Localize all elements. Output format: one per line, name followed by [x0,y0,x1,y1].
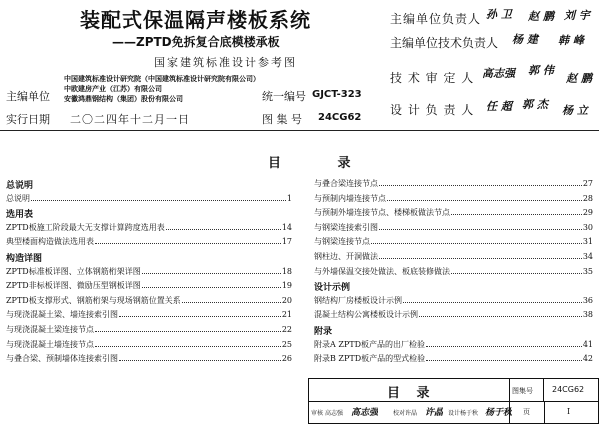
toc-entry-title: 与钢梁连接节点 [314,237,370,247]
signature-role: 技 术 审 定 人 [390,71,475,85]
toc-entry-title: 典型楼面构造做法选用表 [6,237,94,247]
toc-entry-page: 25 [281,339,292,349]
toc-leader-dots [95,346,281,347]
toc-entry[interactable] [6,295,292,306]
toc-entry[interactable] [314,236,593,247]
toc-entry-title: 钢柱边、开洞做法 [314,252,378,261]
signature-name: 郭 杰 [522,98,548,111]
toc-entry-title: ZPTD板施工阶段最大无支撑计算跨度选用表 [6,222,165,232]
toc-leader-dots [379,185,582,186]
toc-entry-page: 27 [582,179,593,188]
toc-entry-title: 与叠合梁连接节点 [314,179,378,188]
toc-leader-dots [31,200,286,201]
toc-entry-title: 与现浇混凝土梁、墙连接索引图 [6,310,118,320]
toc-entry[interactable] [6,193,292,204]
toc-entry-title: 与钢梁连接索引图 [314,222,378,232]
editor-label: 主编单位 [6,90,50,103]
toc-entry-page: 28 [582,193,593,203]
toc-leader-dots [403,302,582,303]
check-name: 许晶 [405,410,418,417]
design-label: 设计 [448,410,461,417]
toc-leader-dots [95,331,281,332]
toc-entry-title: 与现浇混凝土墙连接节点 [6,339,94,349]
header-divider [0,130,599,131]
editor-org-list [64,74,260,104]
review-signature: 高志强 [351,408,379,418]
toc-entry-page: 20 [281,295,292,305]
toc-left-column [6,178,292,368]
toc-entry-title: 混凝土结构公寓楼板设计示例 [314,310,418,320]
toc-entry[interactable] [314,353,593,364]
title-block-atlas-label-cell [509,379,544,402]
title-block [308,378,599,424]
toc-entry-title: 与现浇混凝土梁连接节点 [6,325,94,334]
toc-entry[interactable] [6,339,292,350]
toc-entry[interactable] [314,266,593,277]
atlas-number-value: 24CG62 [318,112,362,123]
signature-name: 杨 建 [512,33,538,46]
toc-leader-dots [387,200,582,201]
toc-entry-page: 17 [281,237,292,247]
toc-entry[interactable] [6,353,292,364]
signature-role: 主编单位负责人 [390,12,482,26]
toc-entry-title: ZPTD板支撑形式、钢筋桁架与现场钢筋位置关系 [6,295,181,305]
toc-entry-title: 与预制内墙连接节点 [314,193,386,203]
toc-leader-dots [451,273,582,274]
toc-entry-page: 41 [582,339,593,349]
title-block-heading: 目 录 [387,386,436,401]
toc-entry-page: 36 [582,295,593,305]
impl-date-label: 实行日期 [6,113,50,126]
toc-right-column [314,178,593,368]
toc-leader-dots [426,346,582,347]
toc-entry-page: 35 [582,266,593,276]
signature-name: 赵 鹏 [528,10,554,23]
toc-entry-page: 22 [281,325,292,334]
toc-leader-dots [142,273,281,274]
atlas-type: 国家建筑标准设计参考图 [154,56,297,69]
toc-entry-title: 与外墙保温交接处做法、板底装修做法 [314,266,450,276]
toc-entry-page: 26 [281,354,292,364]
toc-entry-page: 29 [582,208,593,218]
title-block-atlas-label: 图集号 [512,387,533,395]
signature-role: 主编单位技术负责人 [390,36,499,50]
toc-entry-title: 与预制外墙连接节点、楼梯板做法节点 [314,208,450,218]
toc-section-heading: 设计示例 [314,283,351,294]
toc-entry-page: 30 [582,222,593,232]
toc-entry[interactable] [314,295,593,306]
signature-name: 郭 伟 [528,64,554,77]
toc-entry[interactable] [314,339,593,350]
design-name: 杨于秋 [460,410,479,417]
toc-entry[interactable] [314,222,593,233]
number-value: GJCT-323 [312,89,362,100]
toc-entry-title: 总说明 [6,193,30,203]
toc-entry[interactable] [314,178,593,189]
toc-entry[interactable] [6,266,292,277]
toc-entry[interactable] [6,309,292,320]
signature-name: 韩 峰 [558,34,584,47]
toc-entry-title: 附录A ZPTD板产品的出厂检验 [314,339,426,349]
editor-org: 中国建筑标准设计研究院（中国建筑标准设计研究院有限公司） [64,74,260,83]
page-label: 页 [523,408,530,416]
toc-section-heading: 构造详图 [6,254,43,264]
toc-entry[interactable] [6,280,292,291]
atlas-number-label: 图 集 号 [262,113,302,126]
toc-leader-dots [451,214,582,215]
title-block-heading-cell [309,379,510,402]
title-block-atlas-value-cell [543,379,598,402]
editor-org: 安徽鸿鼎钢结构（集团）股份有限公司 [64,94,183,103]
toc-entry-title: ZPTD标准板详图、立体钢筋桁架详图 [6,266,141,276]
toc-entry-page: 42 [582,354,593,364]
toc-leader-dots [142,287,281,288]
title-block-page-label-cell [509,401,545,423]
toc-leader-dots [379,229,582,230]
toc-entry-page: 1 [286,193,292,203]
toc-entry[interactable] [6,324,292,335]
toc-heading: 目 录 [268,156,377,171]
signature-name: 赵 鹏 [566,72,592,85]
toc-entry[interactable] [6,236,292,247]
toc-leader-dots [182,302,281,303]
toc-entry-page: 18 [281,266,292,276]
atlas-subtitle: ——ZPTD免拆复合底模楼承板 [112,35,280,49]
signature-name: 高志强 [482,67,515,80]
signature-name: 孙 卫 [486,8,512,21]
toc-leader-dots [379,258,582,259]
toc-leader-dots [95,243,281,244]
signature-name: 任 超 [486,100,512,113]
signature-name: 刘 宇 [564,9,590,22]
toc-entry-page: 38 [582,310,593,320]
toc-entry-title: 附录B ZPTD板产品的型式检验 [314,354,426,364]
toc-entry[interactable] [314,309,593,320]
title-block-atlas-value: 24CG62 [552,385,585,394]
toc-section-heading: 总说明 [6,181,34,191]
toc-leader-dots [419,316,582,317]
toc-entry[interactable] [314,193,593,204]
toc-entry-title: 钢结构厂房楼板设计示例 [314,295,402,305]
signature-name: 杨 立 [562,104,588,117]
page-value: I [567,407,571,416]
review-label: 审核 [311,410,324,417]
toc-leader-dots [166,229,281,230]
toc-entry-title: ZPTD非标板详图、微励压型钢板详图 [6,281,141,291]
impl-date-value: 二〇二四年十二月一日 [70,113,190,126]
toc-entry[interactable] [314,207,593,218]
editor-org: 中欧建房产业（江苏）有限公司 [64,84,162,93]
toc-entry-page: 14 [281,222,292,232]
toc-leader-dots [426,360,582,361]
toc-entry[interactable] [6,222,292,233]
toc-section-heading: 附录 [314,327,333,337]
check-signature: 许晶 [425,408,444,418]
toc-leader-dots [119,316,281,317]
signature-role: 设 计 负 责 人 [390,103,475,117]
toc-entry-page: 31 [582,237,593,247]
design-signature: 杨于秋 [485,408,513,418]
check-label: 校对 [393,410,406,417]
toc-entry-title: 与叠合梁、预制墙体连接索引图 [6,354,118,364]
atlas-title: 装配式保温隔声楼板系统 [80,8,311,32]
review-name: 高志强 [325,410,344,417]
toc-entry[interactable] [314,251,593,262]
number-label: 统一编号 [262,90,306,103]
toc-entry-page: 34 [582,252,593,261]
toc-leader-dots [371,243,582,244]
toc-section-heading: 选用表 [6,210,34,221]
toc-entry-page: 19 [281,281,292,291]
toc-leader-dots [119,360,281,361]
toc-entry-page: 21 [281,310,292,320]
